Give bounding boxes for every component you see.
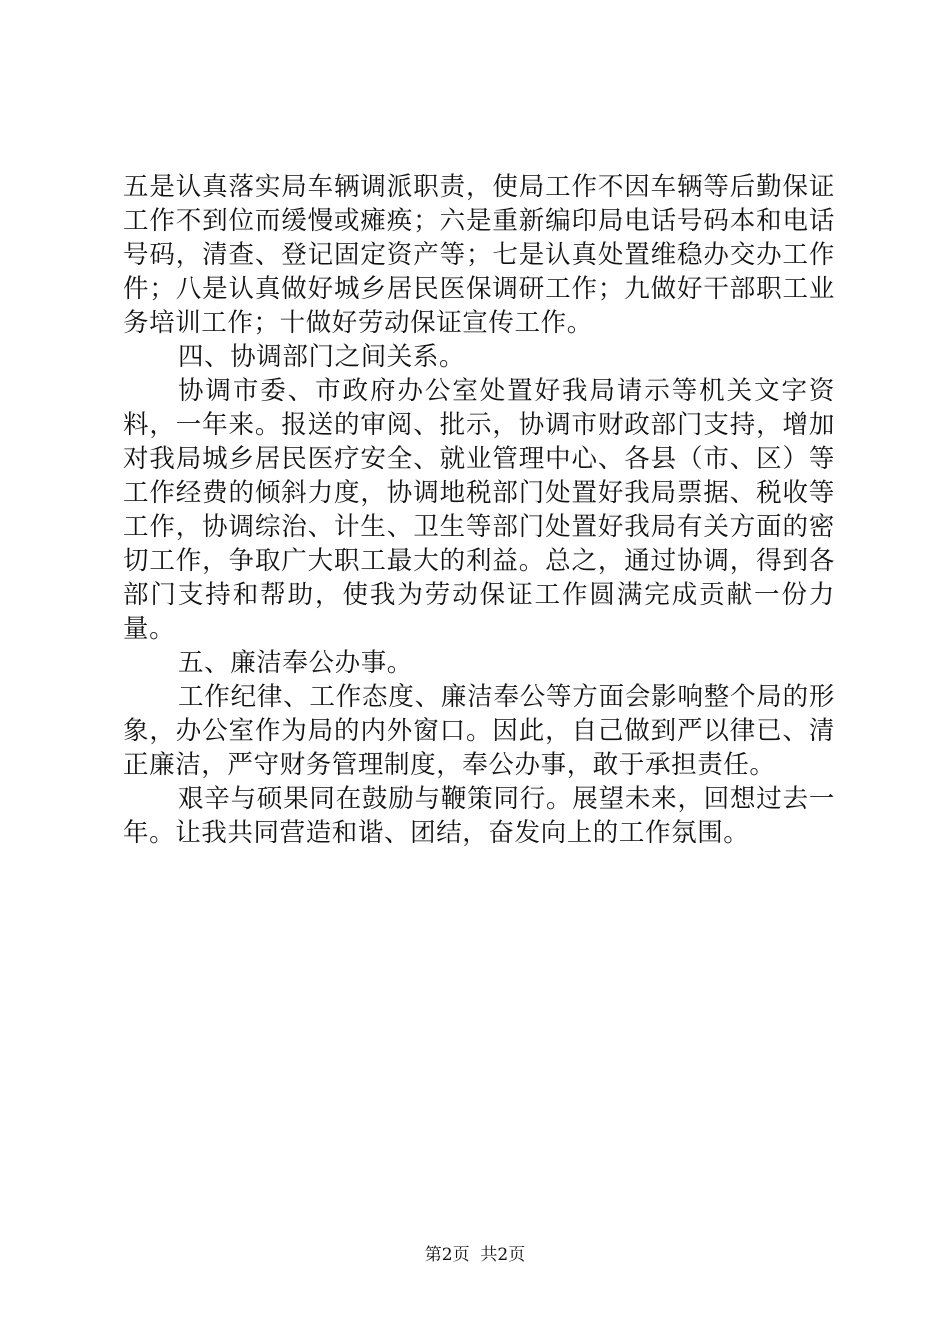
paragraph: 工作纪律、工作态度、廉洁奉公等方面会影响整个局的形象，办公室作为局的内外窗口。因此，自己做到严以律已、清正廉洁，严守财务管理制度，奉公办事，敢于承担责任。 xyxy=(123,682,835,780)
document-body xyxy=(123,170,835,850)
page-total: 共2页 xyxy=(480,1245,526,1265)
page-footer xyxy=(0,1244,950,1266)
paragraph: 艰辛与硕果同在鼓励与鞭策同行。展望未来，回想过去一年。让我共同营造和谐、团结，奋发向上的工作氛围。 xyxy=(123,784,835,848)
section-heading: 四、协调部门之间关系。 xyxy=(178,342,466,372)
paragraph: 协调市委、市政府办公室处置好我局请示等机关文字资料，一年来。报送的审阅、批示，协调市财政部门支持，增加对我局城乡居民医疗安全、就业管理中心、各县（市、区）等工作经费的倾斜力度，协调地税部门处置好我局票据、税收等工作，协调综治、计生、卫生等部门处置好我局有关方面的密切工作，争取广大职工最大的利益。总之，通过协调，得到各部门支持和帮助，使我为劳动保证工作圆满完成贡献一份力量。 xyxy=(123,376,835,644)
footer-separator xyxy=(470,1245,481,1265)
page-number: 第2页 xyxy=(424,1245,470,1265)
paragraph: 五是认真落实局车辆调派职责，使局工作不因车辆等后勤保证工作不到位而缓慢或瘫痪；六是重新编印局电话号码本和电话号码，清查、登记固定资产等；七是认真处置维稳办交办工作件；八是认真做好城乡居民医保调研工作；九做好干部职工业务培训工作；十做好劳动保证宣传工作。 xyxy=(123,172,835,338)
section-heading: 五、廉洁奉公办事。 xyxy=(178,648,413,678)
